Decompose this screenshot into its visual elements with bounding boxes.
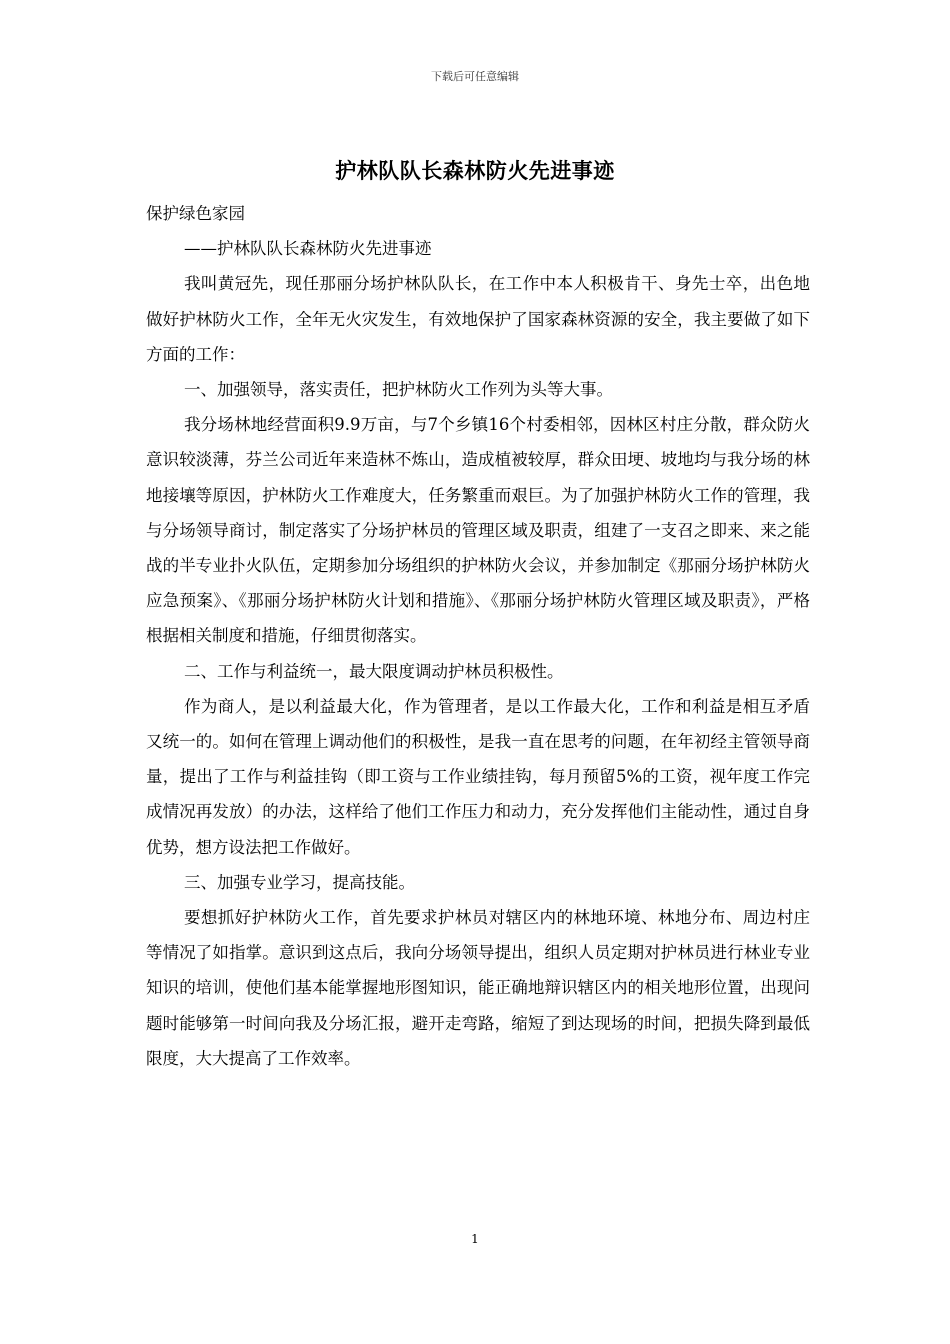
section-title-2: 二、工作与利益统一，最大限度调动护林员积极性。 bbox=[183, 661, 564, 681]
paragraph-intro: 我叫黄冠先，现任那丽分场护林队队长，在工作中本人积极肯干、身先士卒，出色地做好护林防火工作，全年无火灾发生，有效地保护了国家森林资源的安全，我主要做了如下方面的工作： bbox=[146, 274, 810, 364]
section-subheading: ——护林队队长森林防火先进事迹 bbox=[183, 239, 432, 259]
document-title: 护林队队长森林防火先进事迹 bbox=[335, 158, 615, 183]
header-note: 下载后可任意编辑 bbox=[431, 70, 519, 83]
section-title-3: 三、加强专业学习，提高技能。 bbox=[183, 872, 415, 892]
section-title-1: 一、加强领导，落实责任，把护林防火工作列为头等大事。 bbox=[183, 380, 613, 400]
section-heading: 保护绿色家园 bbox=[146, 204, 245, 223]
page-number: 1 bbox=[471, 1232, 479, 1246]
paragraph-section-3: 要想抓好护林防火工作，首先要求护林员对辖区内的林地环境、林地分布、周边村庄等情况了如指掌。意识到这点后，我向分场领导提出，组织人员定期对护林员进行林业专业知识的培训，使他们基本能掌握地形图知识，能正确地辩识辖区内的相关地形位置，出现问题时能够第一时间向我及分场汇报，避开走弯路，缩短了到达现场的时间，把损失降到最低限度，大大提高了工作效率。 bbox=[146, 908, 810, 1068]
paragraph-section-1: 我分场林地经营面积9.9万亩，与7个乡镇16个村委相邻，因林区村庄分散，群众防火意识较淡薄，芬兰公司近年来造林不炼山，造成植被较厚，群众田埂、坡地均与我分场的林地接壤等原因，护林防火工作难度大，任务繁重而艰巨。为了加强护林防火工作的管理，我与分场领导商讨，制定落实了分场护林员的管理区域及职责，组建了一支召之即来、来之能战的半专业扑火队伍，定期参加分场组织的护林防火会议，并参加制定《那丽分场护林防火应急预案》、《那丽分场护林防火计划和措施》、《那丽分场护林防火管理区域及职责》，严格根据相关制度和措施，仔细贯彻落实。 bbox=[146, 415, 810, 646]
document-body bbox=[146, 196, 810, 1076]
paragraph-section-2: 作为商人，是以利益最大化，作为管理者，是以工作最大化，工作和利益是相互矛盾又统一的。如何在管理上调动他们的积极性，是我一直在思考的问题，在年初经主管领导商量，提出了工作与利益挂钩（即工资与工作业绩挂钩，每月预留5%的工资，视年度工作完成情况再发放）的办法，这样给了他们工作压力和动力，充分发挥他们主能动性，通过自身优势，想方设法把工作做好。 bbox=[146, 696, 810, 857]
